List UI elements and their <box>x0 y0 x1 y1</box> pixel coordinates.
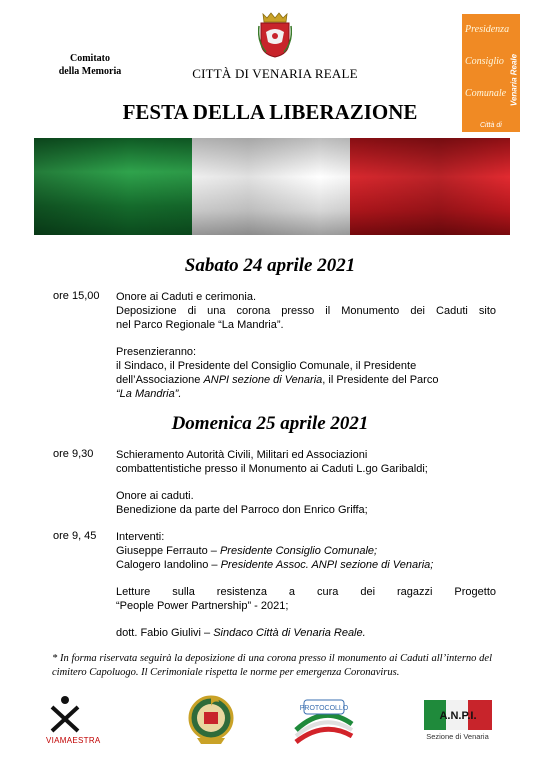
protocol-logo-icon <box>294 694 354 744</box>
committee-line-2: della Memoria <box>58 66 122 77</box>
speaker-2 <box>116 558 496 572</box>
day1-description <box>116 290 496 332</box>
day2-item-1 <box>116 448 496 476</box>
day1-line-3: nel Parco Regionale “La Mandria”. <box>116 319 284 331</box>
day1-heading: Sabato 24 aprile 2021 <box>184 255 356 276</box>
closing-name: dott. Fabio Giulivi – <box>116 627 214 639</box>
italian-flag-image <box>34 138 510 235</box>
protocol-logo-text: PROTOCOLLO <box>299 705 349 712</box>
interventions-intro: Interventi: <box>116 531 165 543</box>
day1-time: ore 15,00 <box>53 290 100 302</box>
presence-line-2-pre: dell’Associazione <box>116 374 204 386</box>
page-title: FESTA DELLA LIBERAZIONE <box>122 100 418 124</box>
presidency-word-3: Comunale <box>465 88 507 99</box>
footnote: * In forma riservata seguirà la deposizione di una corona presso il monumento ai Caduti all’interno del cimitero Capoluogo. Il Cerimoniale rispetta le norme per emergenza Coronavirus. <box>52 653 492 678</box>
anpi-section-label: Sezione di Venaria <box>426 732 489 741</box>
day1-presence <box>116 345 496 401</box>
viamaestra-label: VIAMAESTRA <box>46 736 101 745</box>
presidency-city-line: Città di <box>480 122 502 129</box>
presence-line-2-post: , il Presidente del Parco <box>322 374 439 386</box>
presence-line-3: “La Mandria”. <box>116 388 182 400</box>
anpi-logo-icon <box>424 700 492 730</box>
committee-label <box>50 52 130 78</box>
presidency-badge <box>462 14 520 132</box>
day1-line-1: Onore ai Caduti e cerimonia. <box>116 291 257 303</box>
presence-line-1: il Sindaco, il Presidente del Consiglio Comunale, il Presidente <box>116 360 417 372</box>
day2-heading: Domenica 25 aprile 2021 <box>171 413 369 434</box>
presence-line-2 <box>116 373 496 387</box>
presence-line-2-italic: ANPI sezione di Venaria <box>203 374 323 386</box>
speaker-2-role: Presidente Assoc. ANPI sezione di Venaria; <box>220 559 434 571</box>
day2-item-2-line-1: Onore ai caduti. <box>116 490 194 502</box>
speaker-1-role: Presidente Consiglio Comunale; <box>219 545 378 557</box>
day2-item-3 <box>116 530 496 572</box>
presidency-word-2: Consiglio <box>465 56 504 67</box>
closing-role: Sindaco Città di Venaria Reale. <box>213 627 366 639</box>
readings-line-2: “People Power Partnership” - 2021; <box>116 600 289 612</box>
presidency-word-1: Presidenza <box>465 24 510 35</box>
day2-readings <box>116 585 496 613</box>
speaker-1-name: Giuseppe Ferrauto – <box>116 545 220 557</box>
speaker-2-name: Calogero Iandolino – <box>116 559 221 571</box>
city-crest-icon <box>258 12 292 58</box>
day2-item-2-line-2: Benedizione da parte del Parroco don Enrico Griffa; <box>116 504 368 516</box>
committee-line-1: Comitato <box>70 53 110 64</box>
speaker-1 <box>116 544 496 558</box>
presence-intro: Presenzieranno: <box>116 346 197 358</box>
readings-line-1: Letture sulla resistenza a cura dei ragazzi Progetto <box>116 586 496 598</box>
day2-item-1-line-2: combattentistiche presso il Monumento ai Caduti L.go Garibaldi; <box>116 463 428 475</box>
viamaestra-logo-icon <box>48 695 82 733</box>
presidency-side-strip <box>507 28 521 132</box>
association-emblem-icon <box>188 690 234 746</box>
day2-item-1-line-1: Schieramento Autorità Civili, Militari ed Associazioni <box>116 449 368 461</box>
day1-line-2: Deposizione di una corona presso il Monumento dei Caduti sito <box>116 305 496 317</box>
day2-time-1: ore 9,30 <box>53 448 94 460</box>
anpi-logo-text: A.N.P.I. <box>439 710 477 722</box>
day2-time-2: ore 9, 45 <box>53 530 97 542</box>
day2-item-2 <box>116 489 496 517</box>
presidency-side-text: Venaria Reale <box>509 53 519 107</box>
city-name: CITTÀ DI VENARIA REALE <box>192 66 358 81</box>
day2-closing <box>116 626 496 640</box>
